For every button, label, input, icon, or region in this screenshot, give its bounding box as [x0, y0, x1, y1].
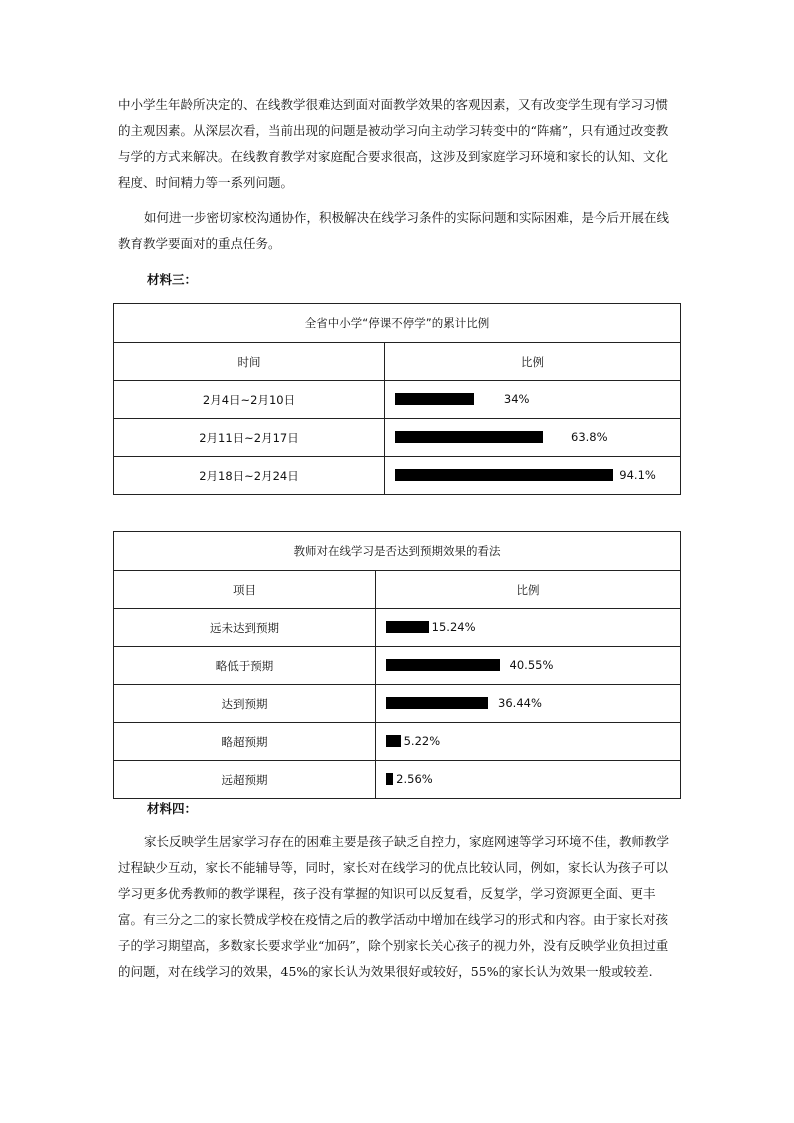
table2-row-label: 略低于预期 — [114, 647, 376, 685]
ratio-value: 2.56% — [396, 772, 433, 786]
ratio-value: 15.24% — [431, 620, 476, 634]
table2-row-label: 远未达到预期 — [114, 609, 376, 647]
ratio-bar — [395, 393, 474, 405]
table2-row-label: 达到预期 — [114, 685, 376, 723]
ratio-value: 5.22% — [403, 734, 441, 748]
ratio-value: 63.8% — [571, 430, 608, 444]
table2-row-label: 远超预期 — [114, 761, 376, 799]
ratio-value: 40.55% — [509, 658, 554, 672]
table-row — [114, 419, 681, 457]
ratio-bar — [386, 621, 429, 633]
table-teacher-opinion — [113, 531, 681, 799]
table-row — [114, 761, 681, 799]
table1-row-label: 2月18日~2月24日 — [114, 457, 385, 495]
table1-header-ratio: 比例 — [385, 343, 681, 381]
material-three-heading: 材料三： — [147, 272, 198, 287]
table1-row-label: 2月4日~2月10日 — [114, 381, 385, 419]
paragraph-task: 如何进一步密切家校沟通协作，积极解决在线学习条件的实际问题和实际困难，是今后开展在线教育教学要面对的重点任务。 — [118, 210, 670, 251]
table-row — [114, 647, 681, 685]
ratio-bar — [386, 697, 488, 709]
ratio-value: 36.44% — [498, 696, 542, 710]
ratio-bar — [395, 431, 543, 443]
paragraph-intro: 中小学生年龄所决定的、在线教学很难达到面对面教学效果的客观因素，又有改变学生现有学习习惯的主观因素。从深层次看，当前出现的问题是被动学习向主动学习转变中的“阵痛”，只有通过改变教与学的方式来解决。在线教育教学对家庭配合要求很高，这涉及到家庭学习环境和家长的认知、文化程度、时间精力等一系列问题。 — [118, 97, 669, 190]
table1-row-label: 2月11日~2月17日 — [114, 419, 385, 457]
ratio-bar — [395, 469, 613, 481]
ratio-value: 94.1% — [619, 468, 656, 482]
table-row — [114, 723, 681, 761]
ratio-bar — [386, 659, 500, 671]
table-row — [114, 609, 681, 647]
table2-header-ratio: 比例 — [376, 571, 681, 609]
table2-title: 教师对在线学习是否达到预期效果的看法 — [114, 532, 681, 571]
ratio-bar — [386, 773, 393, 785]
ratio-bar — [386, 735, 401, 747]
paragraph-parents: 家长反映学生居家学习存在的困难主要是孩子缺乏自控力，家庭网速等学习环境不佳，教师教学过程缺少互动，家长不能辅导等，同时，家长对在线学习的优点比较认同，例如，家长认为孩子可以学习更多优秀教师的教学课程，孩子没有掌握的知识可以反复看，反复学，学习资源更全面、更丰富。有三分之二的家长赞成学校在疫情之后的教学活动中增加在线学习的形式和内容。由于家长对孩子的学习期望高，多数家长要求学业“加码”，除个别家长关心孩子的视力外，没有反映学业负担过重的问题，对在线学习的效果，45%的家长认为效果很好或较好，55%的家长认为效果一般或较差. — [118, 834, 670, 979]
table-row — [114, 685, 681, 723]
table-row — [114, 457, 681, 495]
table1-title: 全省中小学“停课不停学”的累计比例 — [114, 304, 681, 343]
table1-header-time: 时间 — [114, 343, 385, 381]
ratio-value: 34% — [503, 392, 530, 406]
material-four-heading: 材料四： — [147, 801, 198, 816]
table2-row-label: 略超预期 — [114, 723, 376, 761]
table-row — [114, 381, 681, 419]
table2-header-item: 项目 — [114, 571, 376, 609]
table-suspension-ratio — [113, 303, 681, 495]
